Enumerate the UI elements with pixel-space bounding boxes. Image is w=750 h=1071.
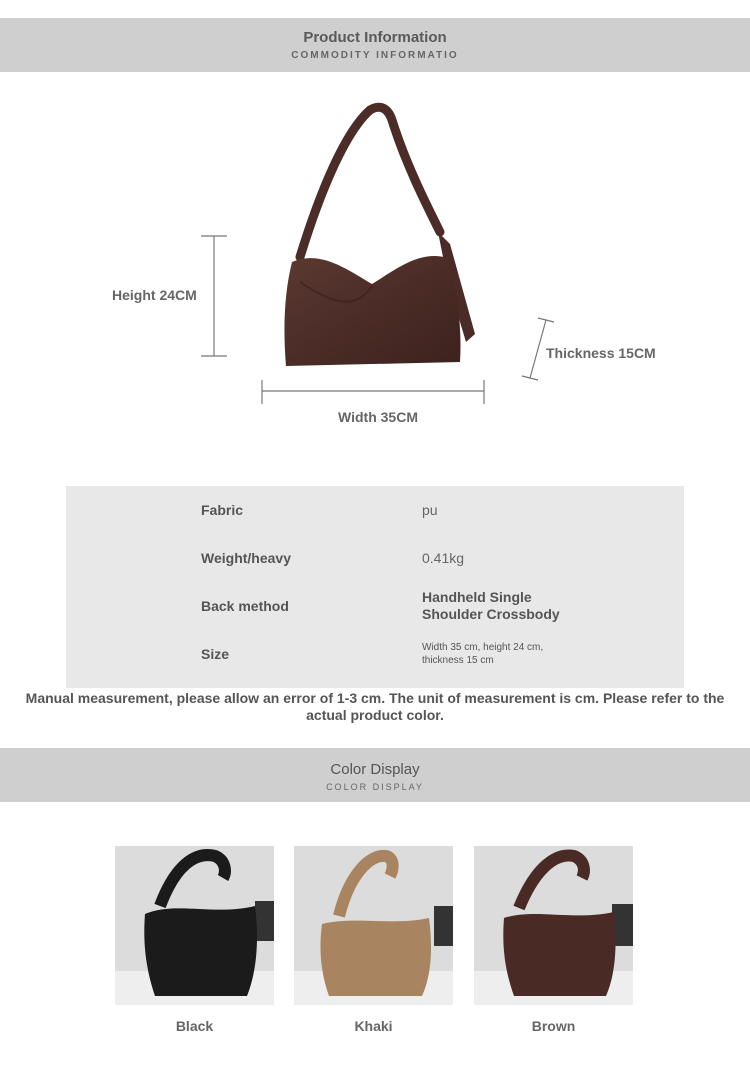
spec-value-line: thickness 15 cm <box>422 655 494 666</box>
product-info-banner <box>0 18 750 72</box>
spec-key: Fabric <box>201 502 244 518</box>
spec-value-line: Width 35 cm, height 24 cm, <box>422 642 544 653</box>
spec-value: pu <box>422 502 438 518</box>
swatch-label-khaki: Khaki <box>354 1018 393 1034</box>
spec-key: Weight/heavy <box>201 550 291 566</box>
bag-photo-khaki <box>294 846 453 1005</box>
bag-photo-black <box>115 846 274 1005</box>
product-info-subtitle: COMMODITY INFORMATIO <box>291 50 459 61</box>
spec-value-line: Handheld Single <box>422 589 532 605</box>
bag-body <box>284 256 460 366</box>
spec-value-size <box>422 641 543 667</box>
width-label: Width 35CM <box>338 409 418 425</box>
product-info-title: Product Information <box>303 29 447 46</box>
measurement-note: Manual measurement, please allow an error of 1-3 cm. The unit of measurement is cm. Please refer to the actual product color. <box>25 690 725 723</box>
spec-value-line: Shoulder Crossbody <box>422 606 560 622</box>
swatch-label-brown: Brown <box>531 1018 576 1034</box>
color-display-banner <box>0 748 750 802</box>
spec-table <box>66 486 684 688</box>
spec-key: Size <box>201 646 230 662</box>
swatch-brown[interactable] <box>474 846 633 1005</box>
swatch-label-black: Black <box>175 1018 214 1034</box>
spec-key: Back method <box>201 598 289 614</box>
thickness-label: Thickness 15CM <box>546 345 656 361</box>
spec-value-back-method <box>422 589 560 623</box>
color-display-title: Color Display <box>330 761 420 778</box>
swatch-khaki[interactable] <box>294 846 453 1005</box>
height-dimension-line <box>201 236 227 356</box>
swatch-black[interactable] <box>115 846 274 1005</box>
spec-value: 0.41kg <box>422 550 465 566</box>
bag-strap <box>300 107 440 257</box>
color-display-subtitle: COLOR DISPLAY <box>326 782 424 792</box>
bag-photo-brown <box>474 846 633 1005</box>
height-label: Height 24CM <box>112 287 197 303</box>
width-dimension-line <box>262 380 484 404</box>
